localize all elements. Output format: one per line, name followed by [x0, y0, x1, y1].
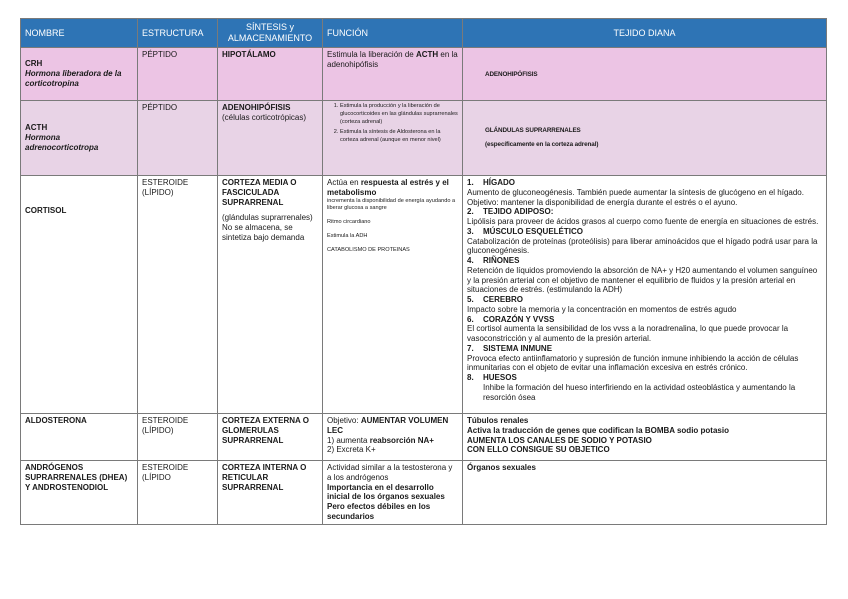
- organ-name: SISTEMA INMUNE: [483, 343, 553, 353]
- aldosterona-tejido-4: CON ELLO CONSIGUE SU OBJETICO: [467, 445, 610, 455]
- cortisol-funcion-c: Ritmo circardiano: [327, 219, 371, 226]
- hormone-table: [20, 18, 827, 525]
- crh-tejido: ADENOHIPÓFISIS: [485, 70, 538, 78]
- aldosterona-funcion-obj-pre: Objetivo:: [327, 416, 359, 425]
- row-aldosterona: [21, 414, 827, 461]
- androgenos-name-cell: [21, 461, 138, 525]
- aldosterona-tejido-cell: [463, 414, 827, 461]
- header-tejido: TEJIDO DIANA: [463, 19, 827, 48]
- row-androgenos: [21, 461, 827, 525]
- row-acth: [21, 101, 827, 176]
- organ-name: TEJIDO ADIPOSO:: [483, 207, 554, 217]
- organ-number: 7.: [467, 343, 474, 353]
- crh-sintesis: HIPOTÁLAMO: [218, 48, 323, 101]
- header-nombre: NOMBRE: [21, 19, 138, 48]
- acth-estructura: PÉPTIDO: [138, 101, 218, 176]
- organ-description: El cortisol aumenta la sensibilidad de los vvss a la noradrenalina, lo que puede provocar la vasoconstricción y al aumento de la presión arterial.: [467, 324, 789, 343]
- organ-description: Lipólisis para proveer de ácidos grasos al cuerpo como fuente de energía en situaciones de estrés.: [467, 217, 819, 226]
- crh-subtitle: Hormona liberadora de la corticotropina: [25, 69, 122, 88]
- androgenos-funcion-2: Importancia en el desarrollo inicial de los órganos sexuales: [327, 482, 445, 502]
- cortisol-name-cell: [21, 176, 138, 414]
- cortisol-sintesis-title: CORTEZA MEDIA O FASCICULADA SUPRARRENAL: [222, 178, 297, 207]
- cortisol-name: CORTISOL: [25, 206, 67, 215]
- organ-name: CEREBRO: [483, 295, 524, 304]
- organ-description: Impacto sobre la memoria y la concentración en momentos de estrés agudo: [467, 304, 737, 314]
- organ-name: HUESOS: [483, 373, 517, 382]
- acth-sintesis-cell: [218, 101, 323, 176]
- organ-heading: [467, 373, 822, 383]
- organ-heading: [467, 344, 822, 354]
- androgenos-funcion-cell: [323, 461, 463, 525]
- cortisol-estructura: ESTEROIDE (LÍPIDO): [138, 176, 218, 414]
- crh-tejido-cell: [463, 48, 827, 101]
- crh-funcion-post: en la adenohipófisis: [327, 50, 458, 69]
- acth-name: ACTH: [25, 123, 48, 133]
- organ-name: RIÑONES: [483, 256, 520, 265]
- aldosterona-funcion-1-pre: 1) aumenta: [327, 435, 368, 445]
- cortisol-funcion-e: CATABOLISMO DE PROTEINAS: [327, 247, 410, 254]
- header-sintesis: SÍNTESIS y ALMACENAMIENTO: [218, 19, 323, 48]
- aldosterona-estructura: ESTEROIDE (LÍPIDO): [138, 414, 218, 461]
- organ-heading: [467, 295, 822, 305]
- organ-description: Retención de líquidos promoviendo la absorción de NA+ y H20 aumentando el volumen sanguíneo y la presión arterial con el objetivo de mantener el equilibrio de fluidos y la presión arterial en situaciones de estrés. (estimulando la ADH): [467, 265, 818, 295]
- crh-estructura: PÉPTIDO: [138, 48, 218, 101]
- header-funcion: FUNCIÓN: [323, 19, 463, 48]
- aldosterona-funcion-2: 2) Excreta K+: [327, 445, 376, 455]
- organ-heading: [467, 256, 822, 266]
- cortisol-funcion-d: Estimula la ADH: [327, 233, 368, 240]
- aldosterona-tejido-2: Activa la traducción de genes que codifican la BOMBA sodio potasio: [467, 425, 729, 435]
- acth-tejido-title: GLÁNDULAS SUPRARRENALES: [485, 126, 581, 134]
- organ-description: Provoca efecto antiinflamatorio y supresión de función inmune inhibiendo la acción de células inmunitarias con el objeto de evitar una inflamación excesiva en estrés crónico.: [467, 353, 799, 373]
- row-cortisol: [21, 176, 827, 414]
- organ-name: HÍGADO: [483, 178, 515, 187]
- organ-number: 8.: [467, 373, 474, 382]
- organ-name: MÚSCULO ESQUELÉTICO: [483, 226, 584, 236]
- organ-name: CORAZÓN Y VVSS: [483, 314, 555, 324]
- acth-tejido-sub: (específicamente en la corteza adrenal): [485, 141, 599, 148]
- header-row: [21, 19, 827, 48]
- acth-funcion-1: 1. Estimula la producción y la liberación de glucocorticoides en las glándulas suprarrenales (corteza adrenal): [340, 103, 458, 127]
- crh-funcion-pre: Estimula la liberación de: [327, 50, 414, 59]
- aldosterona-funcion-obj-bold: AUMENTAR VOLUMEN LEC: [327, 416, 449, 435]
- aldosterona-sintesis: CORTEZA EXTERNA O GLOMERULAS SUPRARRENAL: [218, 414, 323, 461]
- cortisol-organ-list: [467, 178, 822, 402]
- androgenos-estructura: ESTEROIDE (LÍPIDO: [138, 461, 218, 525]
- cortisol-sintesis-sub: (glándulas suprarrenales): [222, 213, 313, 223]
- organ-description: Aumento de gluconeogénesis. También puede aumentar la síntesis de glucógeno en el hígado. Objetivo: mantener la disponibilidad de energía durante el estrés o el ayuno.: [467, 187, 804, 207]
- cortisol-funcion-cell: [323, 176, 463, 414]
- row-crh: [21, 48, 827, 101]
- acth-sintesis-sub: (células corticotrópicas): [222, 112, 307, 122]
- organ-heading: [467, 207, 822, 217]
- organ-number: 3.: [467, 226, 474, 236]
- androgenos-name: ANDRÓGENOS SUPRARRENALES (DHEA) Y ANDROSTENODIOL: [25, 463, 128, 492]
- crh-name-cell: [21, 48, 138, 101]
- organ-description: Catabolización de proteínas (proteólisis) para liberar aminoácidos que el hígado podrá usar para la gluconeogénesis.: [467, 236, 818, 256]
- acth-subtitle: Hormona adrenocorticotropa: [25, 133, 99, 152]
- aldosterona-name: ALDOSTERONA: [25, 416, 87, 425]
- header-estructura: ESTRUCTURA: [138, 19, 218, 48]
- organ-number: 2.: [467, 207, 474, 217]
- acth-sintesis-title: ADENOHIPÓFISIS: [222, 103, 291, 112]
- aldosterona-tejido-3: AUMENTA LOS CANALES DE SODIO Y POTASIO: [467, 435, 652, 445]
- aldosterona-tejido-1: Túbulos renales: [467, 416, 529, 425]
- cortisol-funcion-a1: Actúa en: [327, 178, 359, 187]
- acth-funcion-cell: [323, 101, 463, 176]
- crh-funcion-bold: ACTH: [415, 50, 439, 59]
- cortisol-sintesis-cell: [218, 176, 323, 414]
- androgenos-funcion-3: Pero efectos débiles en los secundarios: [327, 502, 431, 521]
- organ-heading: [467, 315, 822, 325]
- crh-funcion: [323, 48, 463, 101]
- organ-heading: [467, 227, 822, 237]
- acth-tejido-cell: [463, 101, 827, 176]
- crh-name: CRH: [25, 59, 43, 69]
- cortisol-sintesis-note: No se almacena, se sintetiza bajo demanda: [222, 223, 305, 242]
- cortisol-funcion-b: incrementa la disponibilidad de energía ayudando a liberar glucosa a sangre: [327, 197, 456, 212]
- organ-description: Inhibe la formación del hueso interfiriendo en la actividad osteoblástica y aumentando la resorción ósea: [483, 382, 796, 402]
- aldosterona-funcion-cell: [323, 414, 463, 461]
- organ-number: 5.: [467, 295, 474, 304]
- acth-name-cell: [21, 101, 138, 176]
- aldosterona-funcion-1-bold: reabsorción NA+: [369, 435, 434, 445]
- androgenos-tejido-cell: [463, 461, 827, 525]
- organ-number: 4.: [467, 256, 474, 265]
- cortisol-tejido-cell: [463, 176, 827, 414]
- acth-funcion-2: 2. Estimula la síntesis de Aldosterona en la corteza adrenal (aunque en menor nivel): [340, 129, 458, 145]
- organ-number: 6.: [467, 314, 474, 324]
- organ-heading: [467, 178, 822, 188]
- androgenos-tejido: Órganos sexuales: [467, 463, 536, 472]
- androgenos-funcion-1: Actividad similar a la testosterona y a los andrógenos: [327, 463, 453, 482]
- aldosterona-name-cell: [21, 414, 138, 461]
- androgenos-sintesis: CORTEZA INTERNA O RETICULAR SUPRARRENAL: [218, 461, 323, 525]
- cortisol-funcion-a2: respuesta al estrés y el metabolismo: [327, 178, 449, 197]
- organ-number: 1.: [467, 178, 474, 187]
